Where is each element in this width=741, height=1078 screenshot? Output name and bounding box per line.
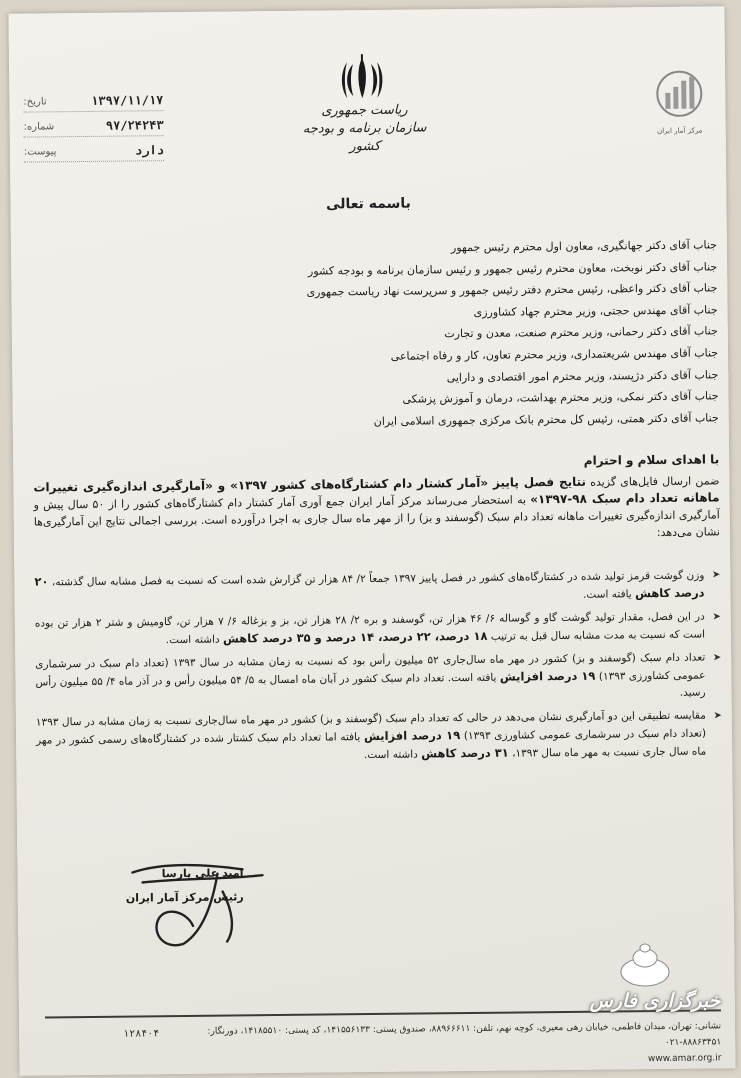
document-code: ۱۲۸۴۰۴ — [123, 1028, 160, 1040]
signer-title: رئیس مرکز آمار ایران — [125, 890, 244, 905]
date-value: ۱۳۹۷/۱۱/۱۷ — [91, 93, 164, 108]
finding-text: یافته است. — [582, 588, 636, 601]
finding-highlight: ۱۸ درصد، ۲۲ درصد، ۱۴ درصد و ۳۵ درصد کاهش — [222, 628, 488, 646]
finding-item — [34, 566, 720, 609]
number-row — [24, 115, 164, 137]
number-value: ۹۷/۲۴۲۴۳ — [105, 118, 164, 133]
recipient-item: جناب آقای دکتر همتی، رئیس کل محترم بانک مرکزی جمهوری اسلامی ایران — [373, 411, 719, 428]
number-label: شماره: — [23, 120, 55, 133]
watermark-text: خبرگزاری فارس — [589, 990, 721, 1012]
finding-text: در این فصل، مقدار تولید گوشت گاو و گوساله ۶/ ۴۶ هزار تن، گوسفند و بره ۲/ ۲۸ هزار تن، بز و بزغاله ۶/ ۷ هزار تن، گاومیش و شتر ۲ هزار تن بوده است که نسبت به مدت مشابه سال قبل به ترتیب — [34, 610, 706, 643]
organization-text: سازمان برنامه و بودجه کشور — [302, 120, 427, 155]
intro-text: ضمن ارسال فایل‌های گزیده — [585, 474, 720, 489]
finding-text: وزن گوشت قرمز تولید شده در کشتارگاه‌های کشور در فصل پاییز ۱۳۹۷ جمعاً ۲/ ۸۴ هزار تن گزارش شده است که نسبت به فصل مشابه سال گذشته، — [48, 569, 705, 589]
recipient-item: جناب آقای دکتر واعظی، رئیس محترم دفتر رئیس جمهور و سرپرست نهاد ریاست جمهوری — [306, 281, 718, 299]
finding-text: تعداد دام سبک (گوسفند و بز) کشور در مهر ماه سال‌جاری ۵۲ میلیون رأس بود که نسبت به زمان مشابه در سال ۱۳۹۳ (تعداد دام سبک در سرشماری عمومی کشاورزی ۱۳۹۳) — [35, 651, 706, 683]
finding-text: مقایسه تطبیقی این دو آمارگیری نشان می‌دهد در حالی که تعداد دام سبک (گوسفند و بز) کشور در مهر ماه سال‌جاری نسبت به زمان مشابه در سال ۱۳۹۳ (تعداد دام سبک در سرشماری عمومی کشاورزی ۱۳۹۳) — [35, 709, 707, 743]
iran-emblem-icon — [339, 54, 386, 102]
recipient-list — [157, 234, 719, 434]
signature-block — [43, 861, 243, 911]
finding-highlight: ۲۰ درصد کاهش — [34, 574, 705, 601]
finding-highlight: ۱۹ درصد افزایش — [363, 728, 461, 744]
finding-item — [35, 608, 721, 650]
signer-name: امید علی پارسا — [161, 866, 244, 881]
finding-highlight: ۳۱ درصد کاهش — [421, 745, 509, 761]
greeting: با اهدای سلام و احترام — [583, 452, 720, 468]
recipient-item: جناب آقای مهندس حجتی، وزیر محترم جهاد کشاورزی — [473, 303, 718, 319]
finding-text: داشته است. — [363, 748, 422, 762]
finding-text: یافته اما تعداد دام سبک کشتار شده در کشتارگاه‌های رسمی کشور در مهر ماه سال جاری نسبت به مهر ماه سال ۱۳۹۳، — [36, 731, 707, 760]
salutation: باسمه تعالی — [325, 195, 411, 213]
finding-text: یافته است. تعداد دام سبک کشور در آبان ماه امسال به ۵/ ۵۴ میلیون رأس و در آذر ماه ۴/ ۵۵ میلیون رأس رسید. — [35, 671, 706, 699]
finding-text: داشته است. — [165, 633, 224, 647]
footer-address: نشانی: تهران، میدان فاطمی، خیابان رهی معیری، کوچه نهم، تلفن: ۸۸۹۶۶۶۱۱، صندوق پستی: ۱۴۱۵۵۶۱۳۳، کد پستی: ۱۴۱۸۵۵۱۰، دورنگار: ۸۸۸۶۳۴۵۱-۰۲۱ — [207, 1021, 722, 1048]
intro-paragraph — [33, 472, 720, 547]
letterhead-title — [294, 101, 435, 156]
fars-news-watermark — [575, 942, 735, 1032]
statistical-centre-logo-icon — [649, 68, 710, 119]
date-row — [23, 90, 163, 112]
recipient-item: جناب آقای مهندس شریعتمداری، وزیر محترم تعاون، کار و رفاه اجتماعی — [390, 346, 719, 363]
presidency-text: ریاست جمهوری — [321, 102, 408, 119]
recipient-item: جناب آقای دکتر نوبخت، معاون محترم رئیس جمهور و رئیس سازمان برنامه و بودجه کشور — [307, 259, 718, 278]
letter-meta — [23, 90, 164, 166]
recipient-item: جناب آقای دکتر نمکی، وزیر محترم بهداشت، درمان و آموزش پزشکی — [402, 389, 719, 406]
letter-page — [8, 6, 735, 1075]
footer-website: www.amar.org.ir — [647, 1053, 722, 1065]
date-label: تاریخ: — [23, 95, 47, 108]
recipient-item: جناب آقای دکتر جهانگیری، معاون اول محترم رئیس جمهور — [450, 238, 717, 255]
recipient-item: جناب آقای دکتر دژپسند، وزیر محترم امور اقتصادی و دارایی — [446, 367, 719, 384]
finding-item — [35, 649, 722, 708]
attachment-row — [24, 140, 164, 162]
finding-item — [36, 707, 723, 767]
recipient-item: جناب آقای دکتر رحمانی، وزیر محترم صنعت، معدن و تجارت — [444, 324, 718, 341]
intro-bold: نتایج فصل پاییز «آمار کشتار دام کشتارگاه‌های کشور ۱۳۹۷» و «آمارگیری اندازه‌گیری تغییرات ماهانه تعداد دام سبک ۹۸-۱۳۹۷» — [33, 474, 720, 507]
findings-list — [34, 566, 722, 773]
logo-text: مرکز آمار ایران — [657, 126, 703, 135]
attachment-label: پیوست: — [23, 145, 57, 158]
finding-highlight: ۱۹ درصد افزایش — [499, 668, 596, 684]
intro-text: به استحضار می‌رساند مرکز آمار ایران جمع آوری آمار کشتار دام کشتارگاه‌های کشور را از ۵۰ سال پیش و آمارگیری اندازه‌گیری تغییرات ماهانه تعداد دام سبک (گوسفند و بز) را از مهر ماه سال جاری به اجرا درآورده است. بررسی اجمالی نتایج این آمارگیری‌ها نشان می‌دهد: — [33, 493, 720, 540]
attachment-value: دارد — [134, 143, 164, 158]
sci-logo — [649, 68, 710, 135]
